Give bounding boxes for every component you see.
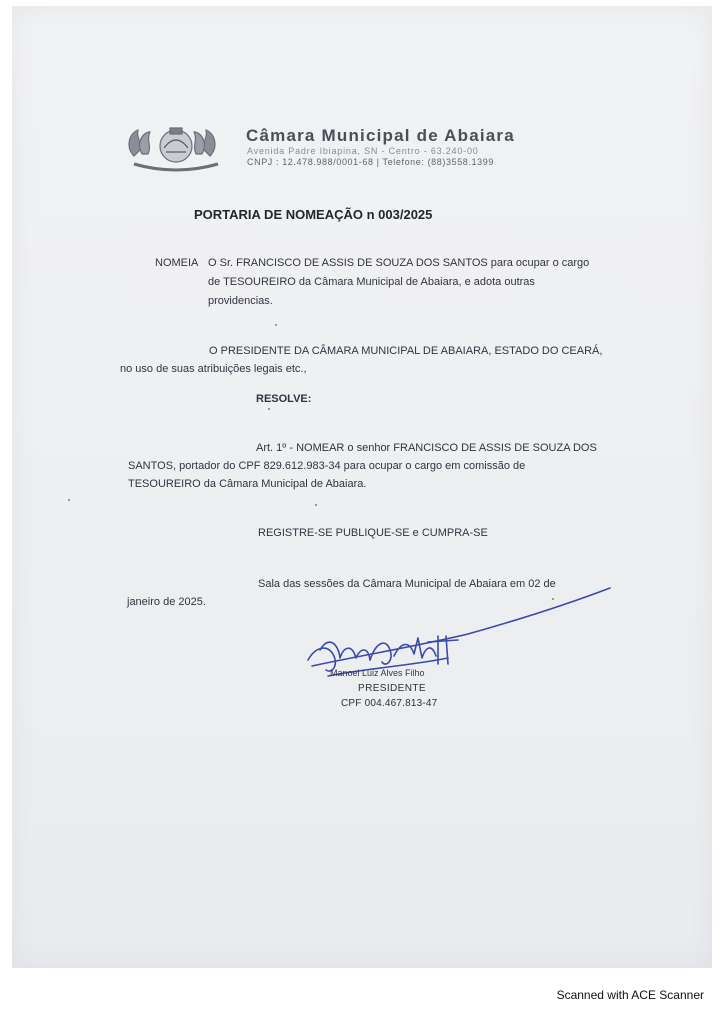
org-address: Avenida Padre Ibiapina, SN - Centro - 63.240-00 [247,146,479,156]
sala-line: janeiro de 2025. [127,596,206,608]
ementa-line: de TESOUREIRO da Câmara Municipal de Abaiara, e adota outras [208,276,535,288]
org-name: Câmara Municipal de Abaiara [246,126,515,145]
signer-cpf: CPF 004.467.813-47 [341,698,438,709]
article-line: Art. 1º - NOMEAR o senhor FRANCISCO DE ASSIS DE SOUZA DOS [256,442,597,454]
preamble-line: O PRESIDENTE DA CÂMARA MUNICIPAL DE ABAIARA, ESTADO DO CEARÁ, [209,345,603,357]
article-line: TESOUREIRO da Câmara Municipal de Abaiara. [128,478,367,490]
preamble-line: no uso de suas atribuições legais etc., [120,363,307,375]
scan-speck [275,324,277,326]
document-title: PORTARIA DE NOMEAÇÃO n 003/2025 [194,207,433,222]
signer-name: Manoel Luiz Alves Filho [330,668,425,678]
document-page [12,6,712,968]
scanner-watermark: Scanned with ACE Scanner [556,988,704,1002]
ementa-line: O Sr. FRANCISCO DE ASSIS DE SOUZA DOS SANTOS para ocupar o cargo [208,257,590,269]
resolve-heading: RESOLVE: [256,393,312,405]
article-line: SANTOS, portador do CPF 829.612.983-34 para ocupar o cargo em comissão de [128,460,526,472]
scan-speck [552,598,554,600]
registre-line: REGISTRE-SE PUBLIQUE-SE e CUMPRA-SE [258,527,488,539]
municipal-crest-icon [116,118,236,178]
scan-speck [268,408,270,410]
signer-role: PRESIDENTE [358,683,426,694]
ementa-line: providencias. [208,295,273,307]
org-cnpj-phone: CNPJ : 12.478.988/0001-68 | Telefone: (88)3558.1399 [247,157,494,167]
scan-speck [315,504,317,506]
scan-speck [68,499,70,501]
sala-line: Sala das sessões da Câmara Municipal de Abaiara em 02 de [258,578,556,590]
handwritten-signature [298,586,618,696]
nomeia-label: NOMEIA [155,257,199,269]
